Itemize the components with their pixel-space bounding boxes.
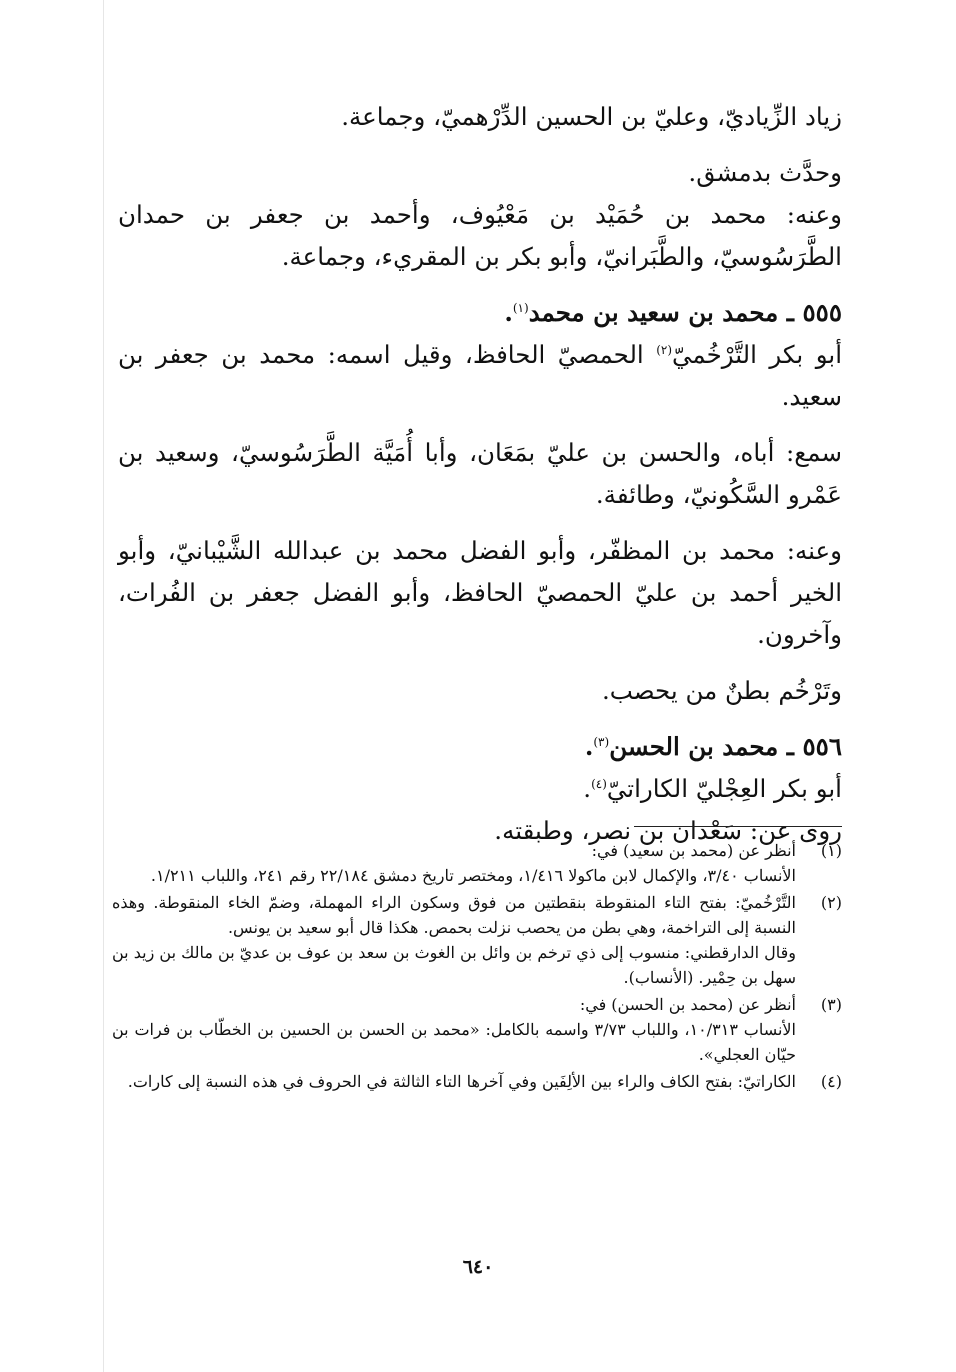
footnote-ref: (٤) [591, 776, 607, 791]
footnote-number: (٢) [820, 893, 842, 912]
text-line: أبو بكر العِجْليّ الكاراتيّ$^{(٤)}$. [583, 774, 842, 803]
footnote-text: وقال الدارقطني: منسوب إلى ذي ترخم بن وائل بن الغوث بن سعد بن عوف بن عديّ بن مالك بن زيد بن سهل بن حِمْير. (الأنساب). [112, 943, 796, 987]
footnote-text: أنظر عن (محمد بن سعيد) في: [591, 841, 796, 860]
entry-heading-556: ٥٥٦ ـ محمد بن الحسن$^{(٣)}$. [584, 732, 842, 761]
text-line: زياد الزِّياديّ، وعليّ بن الحسين الدِّرْهميّ، وجماعة. [341, 102, 842, 131]
footnote-body [112, 1069, 796, 1094]
footnote-text: الأنساب ٣/٤٠، والإكمال لابن ماكولا ١/٤١٦، ومختصر تاريخ دمشق ٢٢/١٨٤ رقم ٢٤١، واللباب ١/٢١١. [150, 866, 796, 885]
text-paragraph: وعنه: محمد بن المظفّر، وأبو الفضل محمد بن عبدالله الشَّيْبانيّ، وأبو الخير أحمد بن عليّ الحمصيّ الحافظ، وأبو الفضل جعفر بن الفُرات، وآخرون. [118, 536, 842, 649]
footnote-number: (٣) [820, 995, 842, 1014]
footnote-body [112, 890, 796, 990]
footnotes [112, 838, 842, 1096]
footnote-text: الأنساب ١٠/٣١٣، واللباب ٣/٧٣ واسمه بالكامل: «محمد بن الحسن بن الحسين بن الخطّاب بن فرات بن حيّان العجلي». [112, 1020, 796, 1064]
footnote-text: أنظر عن (محمد بن الحسن) في: [579, 995, 796, 1014]
footnote-body [112, 992, 796, 1067]
footnote-item [112, 1069, 842, 1094]
text-paragraph: وعنه: محمد بن حُمَيْد بن مَعْيُوف، وأحمد بن جعفر بن حمدان الطَّرَسُوسيّ، والطَّبَرانيّ، وأبو بكر بن المقريء، وجماعة. [118, 200, 842, 271]
footnote-number: (٤) [820, 1072, 842, 1091]
main-text [118, 96, 842, 852]
text-paragraph: أبو بكر التَّرْخُميّ$^{(٢)}$ الحمصيّ الحافظ، وقيل اسمه: محمد بن جعفر بن سعيد. [118, 340, 842, 411]
text-paragraph: سمع: أباه، والحسن بن عليّ بمَعَان، وأبا أُمَيَّة الطَّرَسُوسيّ، وسعيد بن عَمْرو السَّكُونيّ، وطائفة. [118, 438, 842, 509]
text-line: وتَرْخُم بطنٌ من يحصب. [601, 676, 842, 705]
footnote-separator [634, 826, 842, 827]
page-number: ٦٤٠ [462, 1256, 494, 1278]
entry-heading-555: ٥٥٥ ـ محمد بن سعيد بن محمد$^{(١)}$. [504, 298, 842, 327]
footnote-item [112, 992, 842, 1067]
footnote-ref: (٣) [593, 734, 610, 749]
footnote-ref: (٢) [656, 342, 673, 357]
footnote-item [112, 890, 842, 990]
footnote-body [112, 838, 796, 888]
footnote-text: الكاراتيّ: بفتح الكاف والراء بين الألِفَين وفي آخرها التاء الثالثة في الحروف في هذه النسبة إلى كارات. [127, 1072, 796, 1091]
footnote-item [112, 838, 842, 888]
footnote-text: التَّرْخُميّ: بفتح التاء المنقوطة بنقطتين من فوق وسكون الراء المهملة، وضمّ الخاء المنقوطة. وهذه النسبة إلى التراخمة، وهي بطن من يحصب نزلت بحمص. هكذا قال أبو سعيد بن يونس. [112, 893, 796, 937]
page-edge-line [103, 0, 104, 1372]
footnote-ref: (١) [512, 300, 529, 315]
text-line: روى عن: سَعْدان بن نصر، وطبقته. [494, 816, 842, 845]
text-line: وحدَّث بدمشق. [688, 158, 842, 187]
footnote-number: (١) [820, 841, 842, 860]
